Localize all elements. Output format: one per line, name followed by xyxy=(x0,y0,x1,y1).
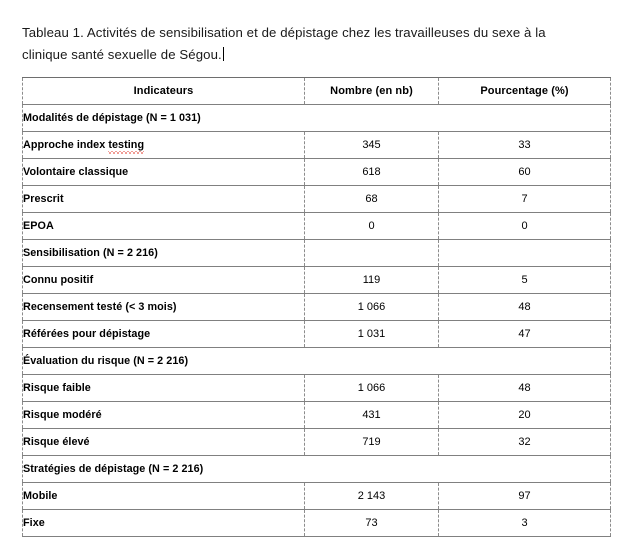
table-row xyxy=(23,510,611,537)
table-row xyxy=(23,483,611,510)
nombre-value: 719 xyxy=(305,429,439,456)
pourcentage-value: 7 xyxy=(439,186,611,213)
pourcentage-value: 32 xyxy=(439,429,611,456)
table-row xyxy=(23,375,611,402)
nombre-value: 345 xyxy=(305,132,439,159)
table-section-row xyxy=(23,240,611,267)
section-pourcentage-cell-empty xyxy=(439,240,611,267)
table-container xyxy=(22,77,610,537)
table-row xyxy=(23,213,611,240)
table-row xyxy=(23,321,611,348)
indicator-label: Connu positif xyxy=(23,267,305,294)
indicator-label: Fixe xyxy=(23,510,305,537)
section-label: Stratégies de dépistage (N = 2 216) xyxy=(23,456,611,483)
indicator-label: Risque élevé xyxy=(23,429,305,456)
section-label: Évaluation du risque (N = 2 216) xyxy=(23,348,611,375)
nombre-value: 68 xyxy=(305,186,439,213)
table-caption-text: Tableau 1. Activités de sensibilisation et de dépistage chez les travailleuses du sexe à la clinique santé sexuelle de Ségou. xyxy=(22,25,546,62)
table-row xyxy=(23,402,611,429)
table-section-row xyxy=(23,348,611,375)
pourcentage-value: 3 xyxy=(439,510,611,537)
pourcentage-value: 48 xyxy=(439,294,611,321)
column-header-nombre: Nombre (en nb) xyxy=(305,78,439,105)
pourcentage-value: 97 xyxy=(439,483,611,510)
nombre-value: 73 xyxy=(305,510,439,537)
pourcentage-value: 20 xyxy=(439,402,611,429)
nombre-value: 2 143 xyxy=(305,483,439,510)
pourcentage-value: 48 xyxy=(439,375,611,402)
table-row xyxy=(23,267,611,294)
table-header-row xyxy=(23,78,611,105)
table-row xyxy=(23,429,611,456)
nombre-value: 431 xyxy=(305,402,439,429)
nombre-value: 0 xyxy=(305,213,439,240)
indicator-label: Recensement testé (< 3 mois) xyxy=(23,294,305,321)
table-row xyxy=(23,159,611,186)
pourcentage-value: 47 xyxy=(439,321,611,348)
section-label: Modalités de dépistage (N = 1 031) xyxy=(23,105,611,132)
table-header xyxy=(23,78,611,105)
column-header-pourcentage: Pourcentage (%) xyxy=(439,78,611,105)
pourcentage-value: 60 xyxy=(439,159,611,186)
indicator-label: Prescrit xyxy=(23,186,305,213)
nombre-value: 119 xyxy=(305,267,439,294)
text-caret xyxy=(223,47,224,61)
table-row xyxy=(23,186,611,213)
pourcentage-value: 5 xyxy=(439,267,611,294)
section-nombre-cell-empty xyxy=(305,240,439,267)
pourcentage-value: 33 xyxy=(439,132,611,159)
indicator-label: Mobile xyxy=(23,483,305,510)
indicator-label: Référées pour dépistage xyxy=(23,321,305,348)
table-section-row xyxy=(23,105,611,132)
indicators-table xyxy=(22,77,611,537)
nombre-value: 1 031 xyxy=(305,321,439,348)
column-header-indicateurs: Indicateurs xyxy=(23,78,305,105)
indicator-label: Volontaire classique xyxy=(23,159,305,186)
nombre-value: 1 066 xyxy=(305,375,439,402)
table-caption xyxy=(22,22,582,66)
table-section-row xyxy=(23,456,611,483)
indicator-label: EPOA xyxy=(23,213,305,240)
pourcentage-value: 0 xyxy=(439,213,611,240)
indicator-label: Approche index testing xyxy=(23,132,305,159)
indicator-label: Risque faible xyxy=(23,375,305,402)
spellcheck-underlined-word: testing xyxy=(108,139,145,151)
table-row xyxy=(23,294,611,321)
table-row xyxy=(23,132,611,159)
nombre-value: 1 066 xyxy=(305,294,439,321)
indicator-label: Risque modéré xyxy=(23,402,305,429)
table-body xyxy=(23,105,611,537)
nombre-value: 618 xyxy=(305,159,439,186)
section-label: Sensibilisation (N = 2 216) xyxy=(23,240,305,267)
